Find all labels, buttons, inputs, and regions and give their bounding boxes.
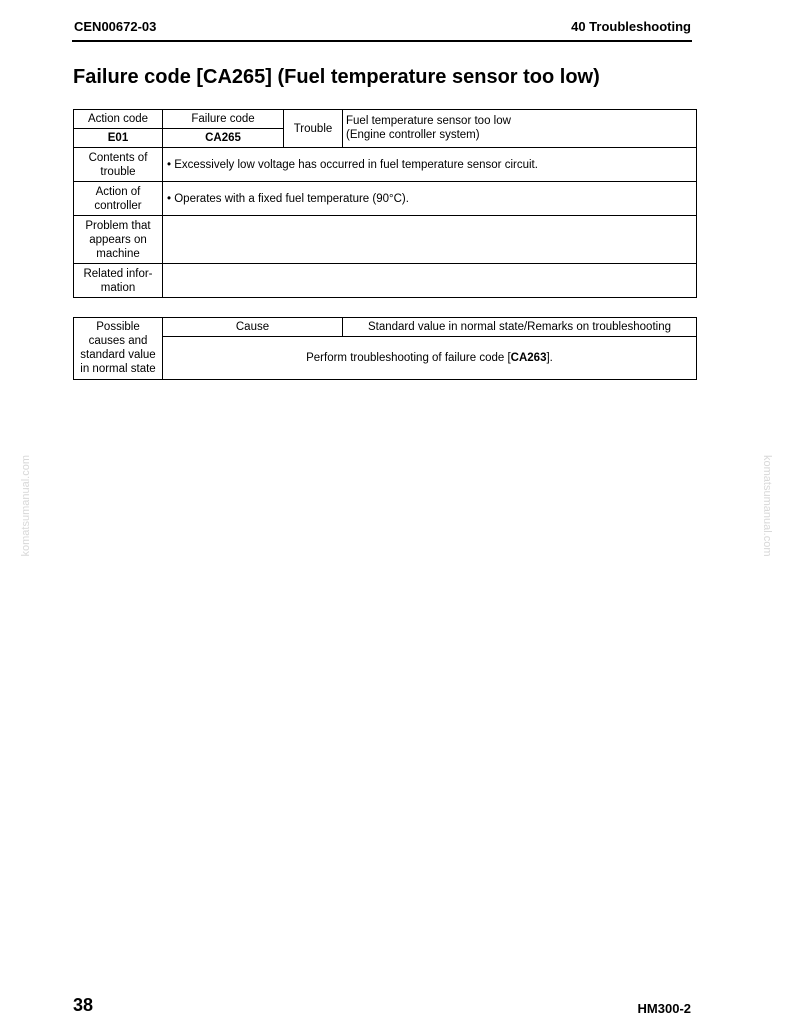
action-code-label: Action code: [74, 110, 163, 129]
action-label: Action of controller: [74, 182, 163, 216]
troubleshooting-instruction: [163, 337, 697, 380]
problem-label: Problem that appears on machine: [74, 216, 163, 264]
page-number: 38: [73, 995, 94, 1015]
possible-causes-table: [73, 317, 697, 380]
instruction-suffix: ].: [546, 352, 553, 364]
problem-value: [163, 216, 697, 264]
document-code: CEN00672-03: [74, 19, 157, 34]
related-info-value: [163, 264, 697, 298]
cause-header: Cause: [163, 318, 343, 337]
possible-causes-label: Possible causes and standard value in normal state: [74, 318, 163, 380]
action-code-value: E01: [74, 129, 163, 148]
failure-code-value: CA265: [163, 129, 284, 148]
contents-text: Excessively low voltage has occurred in fuel temperature sensor circuit.: [174, 158, 538, 171]
trouble-description: [343, 110, 697, 148]
related-info-label: Related infor-mation: [74, 264, 163, 298]
trouble-label: Trouble: [284, 110, 343, 148]
trouble-line-2: (Engine controller system): [346, 129, 480, 141]
action-value: • Operates with a fixed fuel temperature (90°C).: [163, 182, 697, 216]
watermark-right: komatsumanual.com: [761, 455, 773, 557]
contents-label: Contents of trouble: [74, 148, 163, 182]
watermark-left: komatsumanual.com: [20, 455, 32, 557]
referenced-failure-code: CA263: [510, 352, 547, 364]
trouble-line-1: Fuel temperature sensor too low: [346, 115, 511, 127]
instruction-prefix: Perform troubleshooting of failure code [: [306, 352, 511, 364]
section-title: 40 Troubleshooting: [571, 19, 691, 34]
header-rule: [72, 40, 692, 42]
action-text: Operates with a fixed fuel temperature (90°C).: [174, 192, 409, 205]
failure-code-label: Failure code: [163, 110, 284, 129]
standard-value-header: Standard value in normal state/Remarks on troubleshooting: [343, 318, 697, 337]
contents-value: • Excessively low voltage has occurred in fuel temperature sensor circuit.: [163, 148, 697, 182]
page-title: Failure code [CA265] (Fuel temperature sensor too low): [73, 66, 600, 88]
failure-info-table: [73, 109, 697, 298]
model-number: HM300-2: [637, 1001, 691, 1016]
